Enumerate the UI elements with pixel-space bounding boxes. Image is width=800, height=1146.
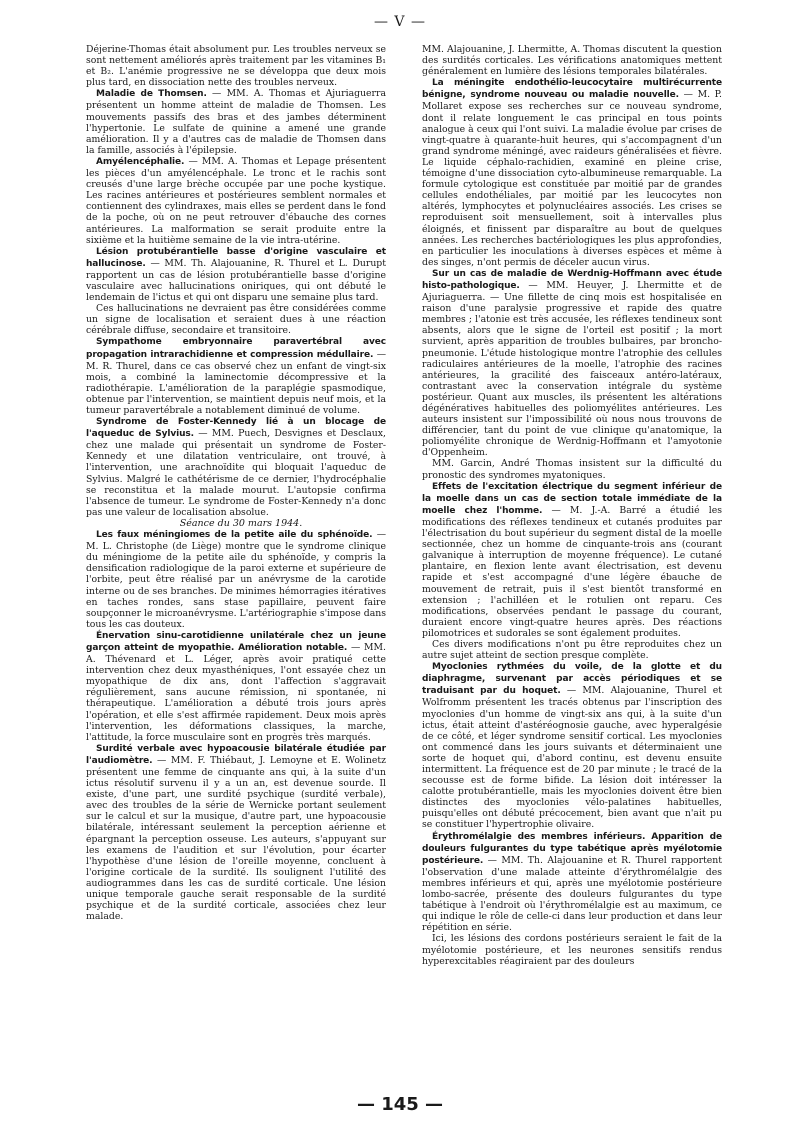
page-number: — 145 — <box>356 1094 444 1115</box>
entry-title: Surdité verbale avec hypoacousie bilatérale étudiée par l'audiomètre. <box>86 743 386 766</box>
session-date: Séance du 30 mars 1944. <box>179 517 303 529</box>
entry-body: — MM. Th. Alajouanine et R. Thurel rapportent l'observation d'une malade atteinte d'érythromélalgie des membres inférieurs et qui, après une myélotomie postérieure lombo-sacrée, présente des douleurs fulgurantes du type tabétique à l'endroit où l'érythromélalgie est au maximum, ce qui indique le rôle de celle-ci dans leur production et dans leur répétition en série. <box>422 854 722 934</box>
paragraph <box>86 303 386 336</box>
right-column <box>422 44 722 967</box>
entry-body: — MM. A. Thomas et Lepage présentent les pièces d'un amyélencéphale. Le tronc et le rachis sont creusés d'une large brèche occupée par une poche kystique. Les racines antérieures et postérieures semblent normales et contiennent des cylindraxes, mais elles se perdent dans le fond de la poche, où on ne peut retrouver d'ébauche des cornes antérieures. La malformation se serait produite entre la sixième et la huitième semaine de la vie intra-utérine. <box>86 155 386 246</box>
entry-title: Maladie de Thomsen. <box>96 89 207 100</box>
roman-page-number: — V — <box>373 14 426 30</box>
paragraph <box>422 458 722 480</box>
report-entry <box>86 156 386 246</box>
report-entry <box>422 268 722 459</box>
page-header <box>0 14 800 30</box>
left-column <box>86 44 386 922</box>
entry-body: — M. L. Christophe (de Liège) montre que le syndrome clinique du méningiome de la petite aile du sphénoïde, y compris la densification radiologique de la paroi externe et supérieure de l'orbite, peut être réalisé par un anévrysme de la carotide interne ou de ses branches. De minimes hémorragies itératives en taches rondes, sans stase papillaire, peuvent faire soupçonner le microanévrysme. L'artériographie s'impose dans tous les cas douteux. <box>86 529 386 630</box>
report-entry <box>86 743 386 923</box>
paragraph <box>422 44 722 77</box>
entry-title: Myoclonies rythmées du voile, de la glotte et du diaphragme, survenant par accès périodiques et se traduisant par du hoquet. <box>422 662 722 697</box>
report-entry <box>422 661 722 830</box>
entry-body: Ici, les lésions des cordons postérieurs seraient le fait de la myélotomie postérieure, et les neurones sensitifs rendus hyperexcitables réagiraient par des douleurs <box>422 933 722 967</box>
entry-body: — MM. Alajouanine, Thurel et Wolfromm présentent les tracés obtenus par l'inscription des myoclonies d'un homme de vingt-six ans qui, à la suite d'un ictus, était atteint d'astéréognosie gauche, avec hyperalgésie de ce côté, et léger syndrome sensitif cortical. Les myoclonies ont commencé dans les jours suivants et déterminaient une sorte de hoquet qui, d'abord continu, est devenu ensuite intermittent. La fréquence est de 20 par minute ; le tracé de la secousse est de forme bifide. La lésion doit intéresser la calotte protubérantielle, mais les myoclonies doivent être bien distinctes des myoclonies vélo-palatines habituelles, puisqu'elles ont débuté précocement, bien avant que n'ait pu se constituer l'hypertrophie olivaire. <box>422 685 723 831</box>
entry-body: — M. J.-A. Barré a étudié les modifications des réflexes tendineux et cutanés produites par l'électrisation du bout supérieur du segment distal de la moelle sectionnée, chez un homme de cinquante-trois ans (courant galvanique à interruption de moyenne fréquence). Le cutané plantaire, en flexion lente avant électrisation, est devenu rapide et s'est accompagné d'une légère ébauche de mouvement de retrait, puis il s'est bientôt transformé en extension ; l'achilléen et le rotulien ont reparu. Ces modifications, observées pendant le passage du courant, duraient encore vingt-quatre heures après. Des réactions pilomotrices et sudorales se sont également produites. <box>422 504 723 639</box>
report-entry <box>86 416 386 518</box>
entry-body: — M. R. Thurel, dans ce cas observé chez un enfant de vingt-six mois, a combiné la laminectomie décompressive et la radiothérapie. L'amélioration de la paraplégie spasmodique, obtenue par l'intervention, se maintient depuis neuf mois, et la tumeur paravertébrale a notablement diminué de volume. <box>86 348 386 416</box>
entry-body: — M. P. Mollaret expose ses recherches sur ce nouveau syndrome, dont il relate longuement le cas principal en tous points analogue à ceux qui l'ont suivi. La maladie évolue par crises de vingt-quatre à quarante-huit heures, qui s'accompagnent d'un grand syndrome méningé, avec raideurs généralisées et fièvre. Le liquide céphalo-rachidien, examiné en pleine crise, témoigne d'une dissociation cyto-albumineuse remarquable. La formule cytologique est constituée par moitié par de grandes cellules endothéliales, par moitié par les leucocytes non altérés, lymphocytes et polynucléaires associés. Les crises se reproduisent soit mensuellement, soit à intervalles plus éloignés, et finissent par disparaître au bout de quelques années. Les recherches bactériologiques les plus approfondies, en particulier les inoculations à diverses espèces et même à des singes, n'ont permis de déceler aucun virus. <box>422 89 722 268</box>
entry-title: Amyélencéphalie. <box>96 156 185 167</box>
entry-title: Érythromélalgie des membres inférieurs. Apparition de douleurs fulgurantes du type tabétique après myélotomie postérieure. <box>422 831 722 866</box>
entry-title: Effets de l'excitation électrique du segment inférieur de la moelle dans un cas de section totale immédiate de la moelle chez l'homme. <box>422 481 722 516</box>
report-entry <box>86 336 386 416</box>
entry-body: — MM. A. Thomas et Ajuriaguerra présentent un homme atteint de maladie de Thomsen. Les mouvements passifs des bras et des jambes déterminent l'hypertonie. Le sulfate de quinine a amené une grande amélioration. Il y a d'autres cas de maladie de Thomsen dans la famille, associés à l'épilepsie. <box>86 88 386 156</box>
entry-body: — MM. Th. Alajouanine, R. Thurel et L. Durupt rapportent un cas de lésion protubérantielle basse d'origine vasculaire avec hallucinations oniriques, qui ont débuté le lendemain de l'ictus et qui ont disparu une semaine plus tard. <box>86 257 386 304</box>
report-entry <box>422 831 722 934</box>
paragraph <box>422 639 722 661</box>
entry-title: Sympathome embryonnaire paravertébral avec propagation intrarachidienne et compression médullaire. <box>86 337 386 360</box>
entry-body: MM. Garcin, André Thomas insistent sur la difficulté du pronostic des syndromes myatoniques. <box>422 458 722 481</box>
report-entry <box>86 88 386 156</box>
paragraph <box>422 933 722 966</box>
entry-title: Sur un cas de maladie de Werdnig-Hoffmann avec étude histo-pathologique. <box>422 268 722 291</box>
entry-title: Les faux méningiomes de la petite aile du sphénoïde. <box>96 530 373 541</box>
entry-title: La méningite endothélio-leucocytaire multirécurrente bénigne, syndrome nouveau ou maladie nouvelle. <box>422 78 722 101</box>
report-entry <box>422 481 722 639</box>
entry-body: Ces hallucinations ne devraient pas être considérées comme un signe de localisation et seraient dues à une réaction cérébrale diffuse, secondaire et transitoire. <box>86 303 386 337</box>
entry-title: Lésion protubérantielle basse d'origine vasculaire et hallucinose. <box>86 246 386 269</box>
entry-body: MM. Alajouanine, J. Lhermitte, A. Thomas discutent la question des surdités corticales. Les vérifications anatomiques mettent généralement en lumière des lésions temporales bilatérales. <box>422 44 722 78</box>
paragraph <box>86 44 386 88</box>
entry-title: Syndrome de Foster-Kennedy lié à un blocage de l'aqueduc de Sylvius. <box>86 417 386 440</box>
entry-body: Déjerine-Thomas était absolument pur. Les troubles nerveux se sont nettement améliorés après traitement par les vitamines B₁ et B₂. L'anémie progressive ne se développa que deux mois plus tard, en dissociation nette des troubles nerveux. <box>86 44 386 89</box>
entry-title: Énervation sinu-carotidienne unilatérale chez un jeune garçon atteint de myopathie. Amélioration notable. <box>86 630 386 653</box>
report-entry <box>86 529 386 630</box>
entry-body: Ces divers modifications n'ont pu être reproduites chez un autre sujet atteint de section presque complète. <box>422 638 722 662</box>
entry-body: — MM. A. Thévenard et L. Léger, après avoir pratiqué cette intervention chez deux myasthéniques, l'ont essayée chez un myopathique de dix ans, dont l'affection s'aggravait régulièrement, sans aucune rémission, ni spontanée, ni thérapeutique. L'amélioration a débuté trois jours après l'opération, et elle s'est affirmée rapidement. Deux mois après l'intervention, les déformations classiques, la marche, l'attitude, la force musculaire sont en progrès très marqués. <box>86 641 386 743</box>
report-entry <box>422 77 722 268</box>
entry-body: — MM. F. Thiébaut, J. Lemoyne et E. Wolinetz présentent une femme de cinquante ans qui, à la suite d'un ictus résolutif survenu il y a un an, est devenue sourde. Il existe, d'une part, une surdité psychique (surdité verbale), avec des troubles de la série de Wernicke portant seulement sur le calcul et sur la musique, d'autre part, une hypoacousie bilatérale, intéressant seulement la perception aérienne et épargnant la perception osseuse. Les auteurs, s'appuyant sur les examens de l'audition et sur l'évolution, pour écarter l'hypothèse d'une lésion de l'oreille moyenne, concluent à l'origine corticale de la surdité. Ils soulignent l'utilité des audiogrammes dans les cas de surdité corticale. Une lésion unique temporale gauche serait responsable de la surdité psychique et de la surdité corticale, associées chez leur malade. <box>86 754 386 923</box>
entry-body: — MM. Heuyer, J. Lhermitte et de Ajuriaguerra. — Une fillette de cinq mois est hospitalisée en raison d'une paralysie progressive et rapide des quatre membres ; l'atonie est très accusée, les réflexes tendineux sont absents, alors que le signe de l'orteil est positif ; la mort survient, après apparition de troubles bulbaires, par broncho-pneumonie. L'étude histologique montre l'atrophie des cellules radiculaires antérieures de la moelle, l'atrophie des racines antérieures, la gracilité des faisceaux antéro-latéraux, contrastant avec la conservation intégrale du système postérieur. Quant aux muscles, ils présentent les altérations dégénératives habituelles des poliomyélites antérieures. Les auteurs insistent sur l'impossibilité où nous nous trouvons de différencier, tant du point de vue clinique qu'anatomique, la poliomyélite chronique de Werdnig-Hoffmann et l'amyotonie d'Oppenheim. <box>422 279 722 459</box>
report-entry <box>86 246 386 303</box>
entry-body: — MM. Puech, Desvignes et Desclaux, chez une malade qui présentait un syndrome de Foster-Kennedy et une dilatation ventriculaire, ont trouvé, à l'intervention, une arachnoïdite qui bloquait l'aqueduc de Sylvius. Malgré le cathétérisme de ce dernier, l'hydrocéphalie se reconstitua et la malade mourut. L'autopsie confirma l'absence de tumeur. Le syndrome de Foster-Kennedy n'a donc pas une valeur de localisation absolue. <box>86 428 386 518</box>
report-entry <box>86 630 386 743</box>
text-columns <box>86 44 722 1074</box>
page-footer <box>0 1094 800 1115</box>
